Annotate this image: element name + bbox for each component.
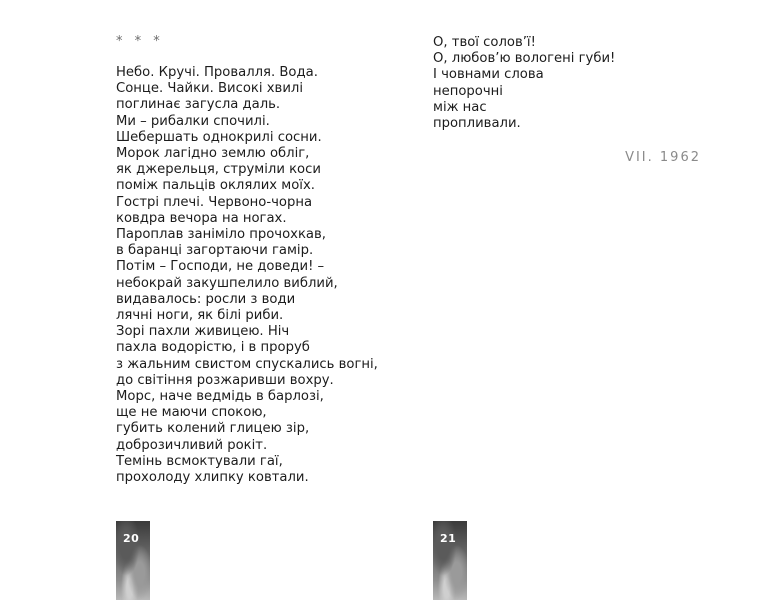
poem-line: Темінь всмоктували гаї, (116, 453, 283, 469)
poem-line: між нас (433, 99, 487, 115)
poem-line: пахла водорістю, і в проруб (116, 340, 310, 356)
poem-line: прохолоду хлипку ковтали. (116, 470, 309, 486)
poem-line: лячні ноги, як білі риби. (116, 308, 284, 324)
poem-right (433, 35, 615, 132)
poem-line: непорочні (433, 83, 503, 99)
poem-line: пропливали. (433, 116, 521, 132)
poem-line: Морс, наче ведмідь в барлозі, (116, 389, 324, 405)
poem-line: Небо. Кручі. Провалля. Вода. (116, 65, 318, 80)
poem-line: Шебершать однокрилі сосни. (116, 129, 322, 145)
poem-line: з жальним свистом спускались вогні, (116, 356, 378, 372)
poem-line: Сонце. Чайки. Високі хвилі (116, 81, 303, 97)
right-page (381, 0, 763, 600)
poem-date: VII. 1962 (625, 150, 701, 165)
poem-line: як джерельця, струміли коси (116, 162, 321, 178)
section-separator: * * * (116, 34, 164, 49)
poem-line: ковдра вечора на ногах. (116, 210, 287, 226)
left-page (0, 0, 381, 600)
page-number-tab-right (433, 521, 467, 600)
poem-line: Морок лагідно землю обліг, (116, 146, 310, 162)
poem-left (116, 65, 378, 486)
poem-line: поглинає загусла даль. (116, 97, 281, 113)
poem-line: доброзичливий рокіт. (116, 437, 268, 453)
poem-line: небокрай закушпелило виблий, (116, 275, 338, 291)
poem-line: Потім – Господи, не доведи! – (116, 259, 325, 275)
poem-line: ще не маючи спокою, (116, 405, 267, 421)
poem-line: І човнами слова (433, 67, 544, 83)
poem-line: О, любов’ю вологені губи! (433, 51, 616, 67)
poem-line: поміж пальців оклялих моїх. (116, 178, 315, 194)
poem-line: губить колений глицею зір, (116, 421, 310, 437)
poem-line: в баранці загортаючи гамір. (116, 243, 314, 259)
poem-line: О, твої солов’ї! (433, 35, 536, 50)
poem-line: Пароплав заніміло прочохкав, (116, 227, 326, 243)
page-number-right: 21 (440, 532, 457, 545)
poem-line: видавалось: росли з води (116, 291, 296, 307)
page-number-left: 20 (123, 532, 140, 545)
poem-line: Ми – рибалки спочилі. (116, 113, 270, 129)
poem-line: Зорі пахли живицею. Ніч (116, 324, 290, 340)
page-number-tab-left (116, 521, 150, 600)
poem-line: до світіння розжаривши вохру. (116, 372, 334, 388)
poem-line: Гострі плечі. Червоно-чорна (116, 194, 313, 210)
